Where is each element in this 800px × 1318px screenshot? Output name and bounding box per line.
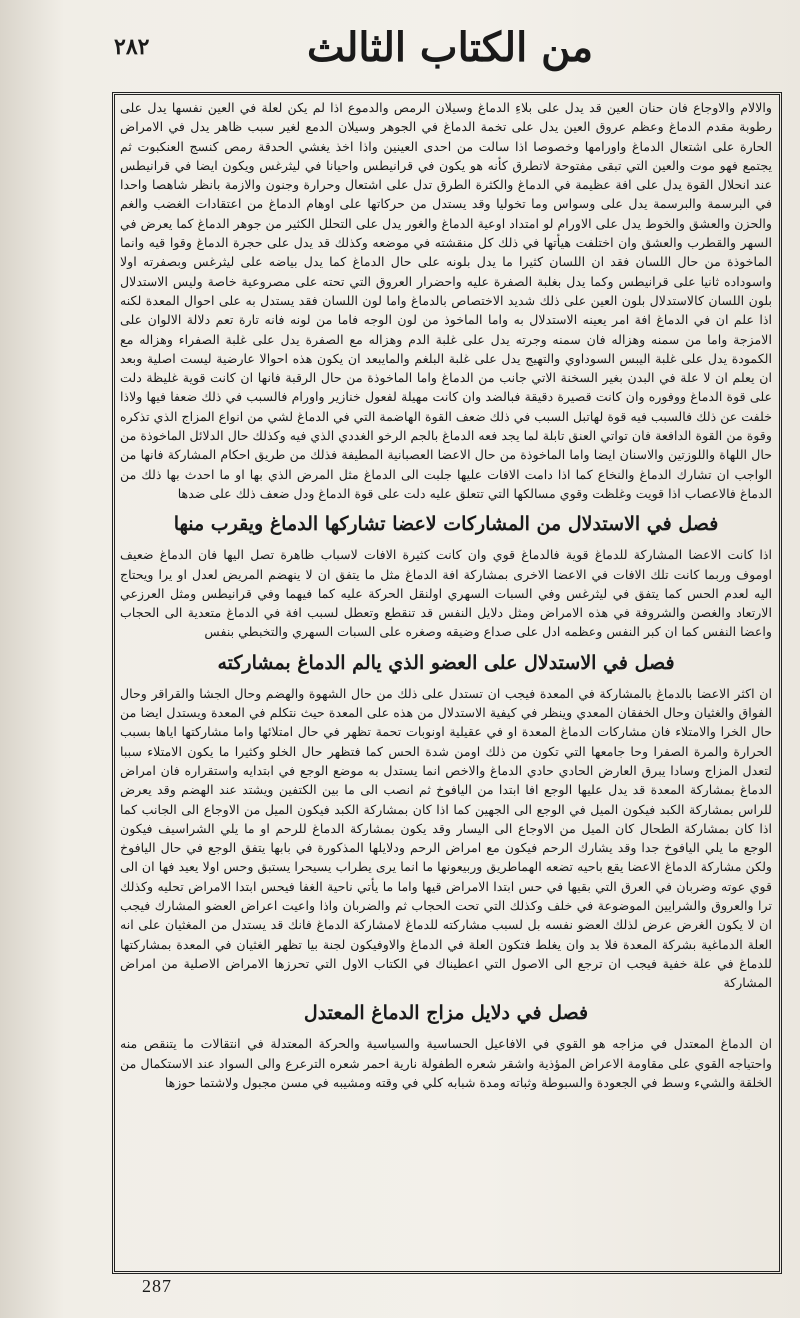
section-heading-participations: فصل في الاستدلال من المشاركات لاعضا تشاركها الدماغ ويقرب منها <box>173 513 719 536</box>
paragraph-organ-pain: ان اكثر الاعضا بالدماغ بالمشاركة في المعدة فيجب ان تستدل على ذلك من حال الشهوة والهضم وحال الجشا والقراقر وحال الفواق والغثيان وحال الخفقان المعدي وينظر في كيفية الاستدلال من هذه على المعدة حيث نتكلم في المعدة ويستدل ايضا من حال الخرا والامتلاء فان مشاركات الدماغ المعدة او في عقيلية اونوبات تحمة تظهر في حال امتلائها واما مشاركتها اياها بسبب الحرارة والمرة الصفرا وحا جامعها التي تكون من ذلك اومن شدة الحس كما فتظهر حال الخلو وكثيرا ما يكون الامتلاء سببا لتعدل المزاج وسادا يبرق العارض الحادي حادي الدماغ والاخص انما يستدل به موضع الوجع في ابتدايه واستقراره فان امراض الدماغ بمشاركة المعدة قد يدل عليها الوجع افا ابتدا من اليافوخ ثم انصب الى ما بين الكتفين ويشتد عند الهضم وقد يعرض للراس بمشاركة الكبد فيكون الميل في الوجع الى الجهين كما اذا كان بمشاركة الكبد فيكون الميل من الاوجاع الى الجانب كما اذا كان بمشاركة الطحال كان الميل من الاوجاع الى اليسار وقد يكون بمشاركة الدماغ للرحم او ما يلي الشراسيف فيكون الوجع ما يلي اليافوخ جدا وقد يشارك الرحم فيكون مع امراض الرحم ودلايلها المذكورة في بابها يتفق الوجع في حال اليافوخ ولكن مشاركة الدماغ الاعضا يقع باحيه تضعه الهماطريق وربيعونها ما انما يرى يطراب يسيحرا يستبق وحس اولا يعيد فها ان الى قوي عوته وضربان في العرق التي بقيها في حس ابتدا الامراض قيها واما ما يأتي ناحية الغفا فيحس ابتدا الامراض تحليه وكذلك ترا والعروق والشرايين الموضوعة في خلف وكذلك التي تحت الحجاب ثم والضربان واذا واعيت اعراض العضو المشارك فيجب ان لا يكون الغرض عرض لذلك العضو نفسه بل لسبب مشاركته للدماغ لامشاركة الدماغ فانك قد يستدل من المغثيان على انه العلة الدماغية بشركة المعدة فلا بد وان يغلط فتكون العلة في الدماغ والاوفيكون لجنة بيا تظهر الغثيان في المعدة بمشاركتها للدماغ في علة خفية فيجب ان ترجع الى الاصول التي اعطيناك في الكتاب الاول التي تحرزها الامراض الاصلية من امراض المشاركة <box>120 685 772 991</box>
paragraph-signs-from-organs: والالام والاوجاع فان حنان العين قد يدل على بلاءِ الدماغ وسيلان الرمص والدموع اذا لم يكن لعلة في العين نفسها يدل على رطوبة مقدم الدماغ وعظم عروق العين يدل على تخمة الدماغ في الجوهر وسيلان الدمع لغير سبب ظاهر يدل في الامراض الحارة على اشتعال الدماغ واورامها وخصوصا اذا سالت من احدى العينين واذا اخذ يغشي الحدقة رمص كنسج العنكبوت ثم يجتمع فهو موت والعين التي تبقى مفتوحة لاتطرق كأنه هو يكون في قرانيطس واحيانا في ليثرغس ويكون ايضا في قرانيطس عند انحلال القوة يدل على افة عظيمة في الدماغ والكثرة الطرق تدل على اشتعال وحرارة وجنون والازمة بانظر شاهصا واحدا في البرسمة والبرسمة يدل على وسواس وما تخوليا وقد يستدل من حركاتها على اوهام الدماغ من اعتقادات الغضب والغم والحزن والعشق والخوط يدل على الاورام لو امتداد اوعية الدماغ والغور يدل على التحلل الكثير من جوهر الدماغ كما يعرض في السهر والقطرب والعشق وان اختلفت هيأتها في ذلك كل منقشته في موضعه وكذلك قد يدل على حجرة الدماغ وقوا قيه وانما الماخوذة من حال اللسان فقد ان اللسان كثيرا ما يدل بلونه على حال الدماغ كما يدل بياضه على ليثرغس وبصفرته اولا واسوداده ثانيا على قرانيطس وكما يدل بغلبة الصفرة عليه واحضرار العروق التي تحته على مصروعية خاصة وليس الاستدلال بلون اللسان كالاستدلال بلون العين على ذلك شديد الاختصاص بالدماغ واما لون اللسان فقد يستدل به على احوال المعدة لكنه اذا علم ان في الدماغ افة امر يعينه الاستدلال به واما الماخوذ من لون الوجه فاما من لونه فانه تارة تعم دلالة الالوان على الامزجة واما من سمنه وهزاله فان سمنه وجرته يدل على غلبة الدم وهزاله مع الصفرة يدل على غلبة الصفراء وهزاله مع الكمودة يدل على غلبة اليبس السوداوي والتهيج يدل على غلبة البلغم والمايبعد ان يكون هذه احوالا عارضية ليست اصلية وبعد ان يعلم ان لا علة في البدن بغير السخنة الاتي جانب من الدماغ واما الماخوذة من حال الرقبة فانها ان كانت قوية غليظة دلت على قوة الدماغ ووفوره وان كانت قصيرة دقيقة فبالضد وان كانت مهيلة لفعول خنازير واورام فالسبب في ذلك ضعفا فيها ولاذا خلفت عن ذلك فالسبب فيه قوة لهاتبل السبب في ذلك ضعف القوة الهاضمة التي في الدماغ لشي من انواع المزاج الذي تذكره وقوة من القوة الدافعة فان تواتي العنق تابلة لما يجد فعه الدماغ بالجم الرخو الغددي الذي فيه وكذلك حال الدلائل الماخوذة من حال اللهاة واللوزتين والاسنان ايضا واما الماخوذة من حال الاعضا العصبانية المطيفة فذلك من طريق احكام المشاركة فانها من الواجب ان تشارك الدماغ والنخاع كما اذا دامت الافات عليها جلبت الى الدماغ مثل المرض الذي بها او ما احدث بها ذلك من الدماغ فالاعصاب اذا قويت وغلظت وقوي مسالكها التي تتعلق عليه دلت على قوة الدماغ ودل ضعف ذلك على ضدها <box>120 100 772 501</box>
paragraph-moderate-temperament: ان الدماغ المعتدل في مزاجه هو القوي في الافاعيل الحساسية والسياسية والحركة المعتدلة في انتقالات ما يتنقص منه واحتياجه القوي على مقاومة الاعراض المؤذية واشقر شعره الطفولة نارية احمر شعره الترعرع والى السواد عند الاستكمال من الخلقة والشيء وسط في الجعودة والسبوطة وثباته ومدة شبابه كلي في وقته ومشيبه في مسن مجبول ولاشتما حوزها <box>120 1036 772 1091</box>
page-number-bottom: 287 <box>142 1276 172 1296</box>
page-body <box>120 98 772 1268</box>
page-number-top: ٢٨٢ <box>114 34 150 60</box>
section-heading-organ-pain: فصل في الاستدلال على العضو الذي يالم الدماغ بمشاركته <box>217 651 675 674</box>
section-heading-moderate-temperament: فصل في دلايل مزاج الدماغ المعتدل <box>303 1002 589 1025</box>
running-head: من الكتاب الثالث <box>306 24 594 71</box>
paragraph-participations: اذا كانت الاعضا المشاركة للدماغ قوية فالدماغ قوي وان كانت كثيرة الافات لاسباب ظاهرة تصل اليها فان الدماغ ضعيف اوموف وربما كانت تلك الافات في الاعضا الاخرى بمشاركة افة الدماغ مثل ما يتفق ان لا ينهضم المريض لعدل او يرا ويحتاج اليه لعدم الحس كما يتفق في ليثرغس وفي السبات السهري اولنقل الحركة عليه كما فيهما وفي قرانيطس ومثل العرزعي الارتعاد والغصن والشروفة في هذه الامراض ومثل دلايل النفس قد تنقطع وتعطل لسبب افة في الدماغ متعدية الى الحجاب واعضا النفس كما ان كبر النفس وعظمه ادل على صداع وضيقه وصغره على السبات السهري والتخبطي بنفس <box>120 547 772 640</box>
